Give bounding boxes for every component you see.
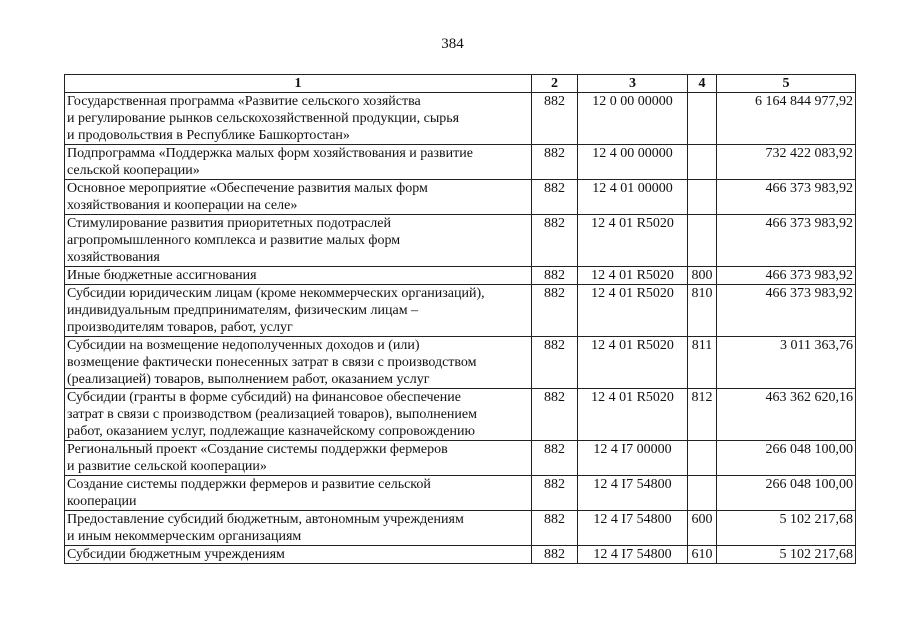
row-gr-cell: 882 (532, 285, 578, 337)
row-name-line: Предоставление субсидий бюджетным, автономным учреждениям (67, 512, 464, 527)
row-name-cell (65, 93, 532, 145)
table-row (65, 180, 856, 215)
table-row (65, 215, 856, 267)
row-gr-cell: 882 (532, 215, 578, 267)
row-name-line: кооперации (67, 494, 137, 509)
page-number: 384 (441, 36, 464, 52)
header-col-1: 1 (65, 75, 532, 93)
row-vr-cell: 811 (688, 337, 717, 389)
row-cs-cell: 12 4 I7 54800 (578, 476, 688, 511)
row-sum-cell: 466 373 983,92 (717, 285, 856, 337)
row-gr-cell: 882 (532, 511, 578, 546)
row-vr-cell: 810 (688, 285, 717, 337)
header-col-5: 5 (717, 75, 856, 93)
row-gr-cell: 882 (532, 546, 578, 564)
row-name-line: Подпрограмма «Поддержка малых форм хозяйствования и развитие (67, 146, 473, 161)
row-gr-cell: 882 (532, 180, 578, 215)
row-sum-cell: 463 362 620,16 (717, 389, 856, 441)
row-vr-cell: 812 (688, 389, 717, 441)
row-sum-cell: 5 102 217,68 (717, 511, 856, 546)
row-name-line: работ, оказанием услуг, подлежащие казначейскому сопровождению (67, 424, 475, 439)
row-vr-cell (688, 215, 717, 267)
row-vr-cell: 600 (688, 511, 717, 546)
row-name-line: Субсидии (гранты в форме субсидий) на финансовое обеспечение (67, 390, 461, 405)
table-body (65, 93, 856, 564)
row-name-line: индивидуальным предпринимателям, физическим лицам – (67, 303, 419, 318)
row-gr-cell: 882 (532, 337, 578, 389)
row-cs-cell: 12 4 I7 54800 (578, 546, 688, 564)
row-name-cell (65, 145, 532, 180)
row-gr-cell: 882 (532, 389, 578, 441)
row-name-cell (65, 546, 532, 564)
row-name-cell (65, 511, 532, 546)
row-name-line: затрат в связи с производством (реализацией товаров), выполнением (67, 407, 477, 422)
row-gr-cell: 882 (532, 93, 578, 145)
row-name-cell (65, 389, 532, 441)
row-name-line: сельской кооперации» (67, 163, 200, 178)
budget-table (64, 74, 856, 564)
table-row (65, 476, 856, 511)
row-name-line: и продовольствия в Республике Башкортостан» (67, 128, 350, 143)
row-cs-cell: 12 4 01 R5020 (578, 215, 688, 267)
row-name-cell (65, 285, 532, 337)
table-row (65, 285, 856, 337)
row-name-cell (65, 215, 532, 267)
row-name-cell (65, 267, 532, 285)
row-vr-cell (688, 476, 717, 511)
row-vr-cell (688, 93, 717, 145)
row-sum-cell: 466 373 983,92 (717, 180, 856, 215)
row-name-line: и регулирование рынков сельскохозяйственной продукции, сырья (67, 111, 460, 126)
row-gr-cell: 882 (532, 145, 578, 180)
row-name-line: Создание системы поддержки фермеров и развитие сельской (67, 477, 431, 492)
row-vr-cell (688, 180, 717, 215)
row-vr-cell: 800 (688, 267, 717, 285)
row-sum-cell: 6 164 844 977,92 (717, 93, 856, 145)
row-cs-cell: 12 4 01 R5020 (578, 337, 688, 389)
row-name-line: и развитие сельской кооперации» (67, 459, 267, 474)
row-name-line: Субсидии на возмещение недополученных доходов и (или) (67, 338, 420, 353)
row-cs-cell: 12 4 01 R5020 (578, 267, 688, 285)
row-name-line: Иные бюджетные ассигнования (67, 268, 257, 283)
row-vr-cell: 610 (688, 546, 717, 564)
row-name-line: (реализацией) товаров, выполнением работ, оказанием услуг (67, 372, 430, 387)
row-vr-cell (688, 145, 717, 180)
table-row (65, 267, 856, 285)
row-sum-cell: 732 422 083,92 (717, 145, 856, 180)
row-name-line: Региональный проект «Создание системы поддержки фермеров (67, 442, 448, 457)
header-col-3: 3 (578, 75, 688, 93)
table-row (65, 511, 856, 546)
row-gr-cell: 882 (532, 476, 578, 511)
table-row (65, 337, 856, 389)
row-name-line: Субсидии юридическим лицам (кроме некоммерческих организаций), (67, 286, 485, 301)
row-sum-cell: 3 011 363,76 (717, 337, 856, 389)
row-cs-cell: 12 4 01 00000 (578, 180, 688, 215)
row-cs-cell: 12 4 I7 54800 (578, 511, 688, 546)
table-row (65, 389, 856, 441)
row-name-cell (65, 441, 532, 476)
row-name-line: хозяйствования (67, 250, 160, 265)
row-sum-cell: 266 048 100,00 (717, 476, 856, 511)
row-cs-cell: 12 4 01 R5020 (578, 285, 688, 337)
row-sum-cell: 266 048 100,00 (717, 441, 856, 476)
header-col-4: 4 (688, 75, 717, 93)
table-row (65, 546, 856, 564)
header-row (65, 75, 856, 93)
row-name-line: возмещение фактически понесенных затрат в связи с производством (67, 355, 477, 370)
table-row (65, 441, 856, 476)
row-name-line: Стимулирование развития приоритетных подотраслей (67, 216, 391, 231)
row-name-line: производителям товаров, работ, услуг (67, 320, 293, 335)
table-row (65, 145, 856, 180)
row-sum-cell: 466 373 983,92 (717, 267, 856, 285)
row-vr-cell (688, 441, 717, 476)
row-name-line: и иным некоммерческим организациям (67, 529, 302, 544)
row-cs-cell: 12 4 01 R5020 (578, 389, 688, 441)
row-name-cell (65, 337, 532, 389)
row-name-line: агропромышленного комплекса и развитие малых форм (67, 233, 401, 248)
row-cs-cell: 12 0 00 00000 (578, 93, 688, 145)
row-name-line: Государственная программа «Развитие сельского хозяйства (67, 94, 421, 109)
table-row (65, 93, 856, 145)
row-sum-cell: 5 102 217,68 (717, 546, 856, 564)
row-name-cell (65, 180, 532, 215)
header-col-2: 2 (532, 75, 578, 93)
row-cs-cell: 12 4 I7 00000 (578, 441, 688, 476)
row-gr-cell: 882 (532, 441, 578, 476)
row-name-cell (65, 476, 532, 511)
row-cs-cell: 12 4 00 00000 (578, 145, 688, 180)
row-gr-cell: 882 (532, 267, 578, 285)
row-sum-cell: 466 373 983,92 (717, 215, 856, 267)
row-name-line: Основное мероприятие «Обеспечение развития малых форм (67, 181, 428, 196)
row-name-line: Субсидии бюджетным учреждениям (67, 547, 285, 562)
row-name-line: хозяйствования и кооперации на селе» (67, 198, 298, 213)
